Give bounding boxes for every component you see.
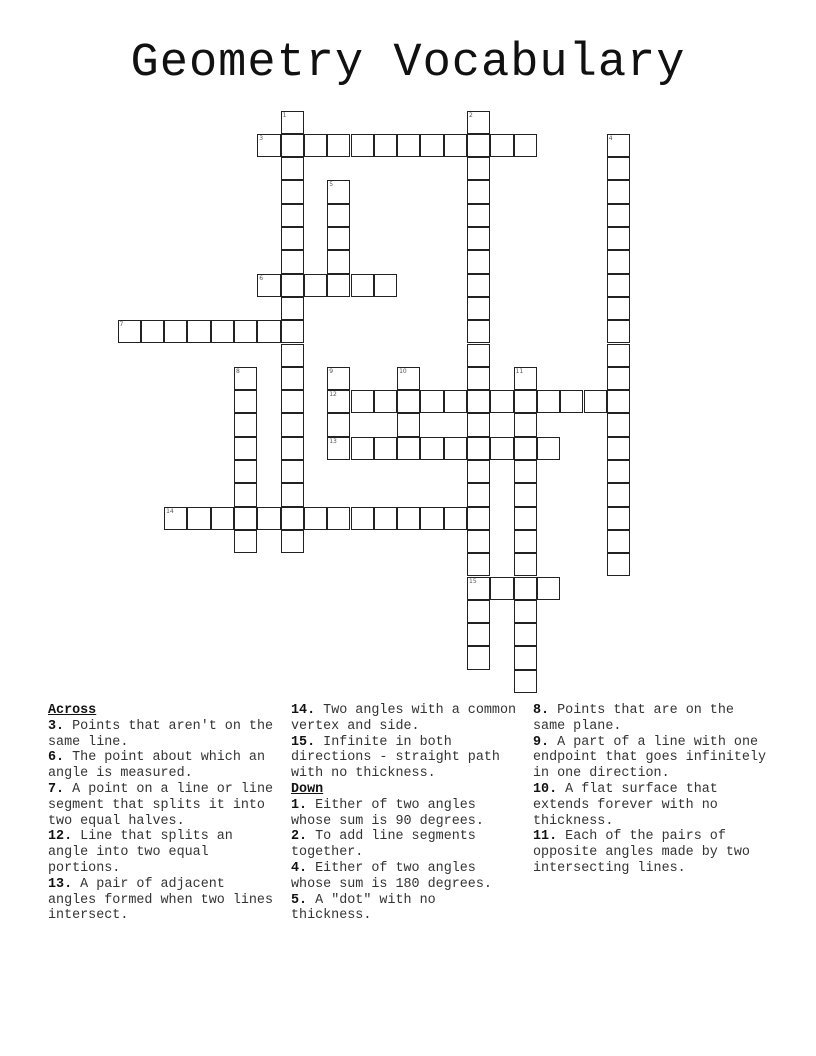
- grid-cell[interactable]: [607, 297, 630, 320]
- grid-cell[interactable]: [420, 507, 443, 530]
- grid-cell[interactable]: [514, 530, 537, 553]
- clue-down-4: 4. Either of two angles whose sum is 180 degrees.: [291, 860, 492, 892]
- grid-cell[interactable]: [467, 646, 490, 669]
- grid-cell[interactable]: [257, 320, 280, 343]
- grid-cell[interactable]: [281, 437, 304, 460]
- grid-cell[interactable]: [467, 111, 490, 134]
- grid-cell[interactable]: [537, 577, 560, 600]
- grid-cell[interactable]: [467, 297, 490, 320]
- cell-number: 9: [329, 367, 334, 375]
- across-heading: Across: [48, 703, 97, 718]
- grid-cell[interactable]: [234, 530, 257, 553]
- grid-cell[interactable]: [514, 600, 537, 623]
- grid-cell[interactable]: [444, 134, 467, 157]
- grid-cell[interactable]: [607, 413, 630, 436]
- grid-cell[interactable]: [234, 483, 257, 506]
- grid-cell[interactable]: [351, 134, 374, 157]
- grid-cell[interactable]: [514, 134, 537, 157]
- grid-cell[interactable]: [467, 180, 490, 203]
- grid-cell[interactable]: [607, 134, 630, 157]
- grid-cell[interactable]: [444, 390, 467, 413]
- grid-cell[interactable]: [281, 227, 304, 250]
- grid-cell[interactable]: [514, 553, 537, 576]
- grid-cell[interactable]: [234, 390, 257, 413]
- grid-cell[interactable]: [281, 134, 304, 157]
- grid-cell[interactable]: [374, 507, 397, 530]
- cell-number: 3: [259, 134, 264, 142]
- clue-across-3: 3. Points that aren't on the same line.: [48, 718, 274, 750]
- clue-column-3: [533, 703, 768, 877]
- grid-cell[interactable]: [607, 157, 630, 180]
- grid-cell[interactable]: [304, 274, 327, 297]
- cell-number: 2: [469, 111, 473, 119]
- grid-cell[interactable]: [607, 530, 630, 553]
- clue-down-8: 8. Points that are on the same plane.: [533, 703, 734, 734]
- grid-cell[interactable]: [327, 367, 350, 390]
- grid-cell[interactable]: [234, 413, 257, 436]
- grid-cell[interactable]: [467, 157, 490, 180]
- grid-cell[interactable]: [118, 320, 141, 343]
- cell-number: 12: [329, 391, 337, 399]
- down-heading: Down: [291, 781, 324, 797]
- grid-cell[interactable]: [281, 297, 304, 320]
- grid-cell[interactable]: [514, 577, 537, 600]
- grid-cell[interactable]: [490, 437, 513, 460]
- grid-cell[interactable]: [607, 227, 630, 250]
- grid-cell[interactable]: [397, 507, 420, 530]
- grid-cell[interactable]: [467, 250, 490, 273]
- grid-cell[interactable]: [514, 390, 537, 413]
- grid-cell[interactable]: [514, 437, 537, 460]
- grid-cell[interactable]: [281, 367, 304, 390]
- grid-cell[interactable]: [607, 483, 630, 506]
- grid-cell[interactable]: [467, 367, 490, 390]
- page-title: Geometry Vocabulary: [130, 37, 686, 90]
- grid-cell[interactable]: [467, 437, 490, 460]
- grid-cell[interactable]: [490, 134, 513, 157]
- grid-cell[interactable]: [327, 250, 350, 273]
- grid-cell[interactable]: [281, 250, 304, 273]
- grid-cell[interactable]: [397, 390, 420, 413]
- grid-cell[interactable]: [420, 437, 443, 460]
- cell-number: 6: [259, 274, 264, 282]
- grid-cell[interactable]: [327, 390, 350, 413]
- clue-down-10: 10. A flat surface that extends forever with no thickness.: [533, 781, 718, 829]
- grid-cell[interactable]: [281, 483, 304, 506]
- grid-cell[interactable]: [607, 367, 630, 390]
- cell-number: 8: [236, 367, 240, 375]
- grid-cell[interactable]: [467, 460, 490, 483]
- grid-cell[interactable]: [281, 320, 304, 343]
- grid-cell[interactable]: [467, 227, 490, 250]
- grid-cell[interactable]: [467, 483, 490, 506]
- grid-cell[interactable]: [467, 553, 490, 576]
- grid-cell[interactable]: [514, 646, 537, 669]
- clue-across-13: 13. A pair of adjacent angles formed when two lines intersect.: [48, 876, 273, 924]
- grid-cell[interactable]: [607, 204, 630, 227]
- grid-cell[interactable]: [397, 134, 420, 157]
- grid-cell[interactable]: [514, 670, 537, 693]
- grid-cell[interactable]: [281, 157, 304, 180]
- grid-cell[interactable]: [397, 437, 420, 460]
- grid-cell[interactable]: [514, 367, 537, 390]
- cell-number: 5: [329, 181, 334, 189]
- grid-cell[interactable]: [327, 274, 350, 297]
- clue-column-1: [48, 703, 280, 924]
- cell-number: 4: [608, 134, 613, 142]
- clue-across-14: 14. Two angles with a common vertex and side.: [291, 703, 517, 734]
- grid-cell[interactable]: [607, 180, 630, 203]
- grid-cell[interactable]: [560, 390, 583, 413]
- grid-cell[interactable]: [374, 134, 397, 157]
- grid-cell[interactable]: [141, 320, 164, 343]
- clue-down-11: 11. Each of the pairs of opposite angles made by two intersecting lines.: [533, 829, 750, 876]
- grid-cell[interactable]: [537, 437, 560, 460]
- clue-down-2: 2. To add line segments together.: [291, 829, 476, 861]
- grid-cell[interactable]: [490, 577, 513, 600]
- grid-cell[interactable]: [514, 483, 537, 506]
- grid-cell[interactable]: [281, 530, 304, 553]
- grid-cell[interactable]: [281, 274, 304, 297]
- grid-cell[interactable]: [374, 390, 397, 413]
- grid-cell[interactable]: [281, 390, 304, 413]
- clue-down-9: 9. A part of a line with one endpoint that goes infinitely in one direction.: [533, 734, 767, 782]
- grid-cell[interactable]: [514, 507, 537, 530]
- grid-cell[interactable]: [467, 507, 490, 530]
- clue-across-7: 7. A point on a line or line segment that splits it into two equal halves.: [48, 781, 274, 829]
- grid-cell[interactable]: [607, 460, 630, 483]
- grid-cell[interactable]: [607, 320, 630, 343]
- grid-cell[interactable]: [490, 390, 513, 413]
- grid-cell[interactable]: [187, 320, 210, 343]
- grid-cell[interactable]: [467, 600, 490, 623]
- grid-cell[interactable]: [467, 274, 490, 297]
- grid-cell[interactable]: [467, 204, 490, 227]
- grid-cell[interactable]: [281, 507, 304, 530]
- grid-cell[interactable]: [257, 507, 280, 530]
- grid-cell[interactable]: [351, 437, 374, 460]
- grid-cell[interactable]: [607, 344, 630, 367]
- grid-cell[interactable]: [281, 111, 304, 134]
- grid-cell[interactable]: [467, 530, 490, 553]
- clue-across-12: 12. Line that splits an angle into two equal portions.: [48, 829, 233, 876]
- grid-cell[interactable]: [444, 437, 467, 460]
- grid-cell[interactable]: [467, 413, 490, 436]
- grid-cell[interactable]: [281, 413, 304, 436]
- grid-cell[interactable]: [281, 204, 304, 227]
- grid-cell[interactable]: [467, 344, 490, 367]
- grid-cell[interactable]: [444, 507, 467, 530]
- grid-cell[interactable]: [584, 390, 607, 413]
- grid-cell[interactable]: [514, 413, 537, 436]
- grid-cell[interactable]: [397, 413, 420, 436]
- grid-cell[interactable]: [374, 437, 397, 460]
- cell-number: 13: [329, 437, 337, 445]
- grid-cell[interactable]: [327, 437, 350, 460]
- grid-cell[interactable]: [327, 413, 350, 436]
- clue-down-5: 5. A "dot" with no thickness.: [291, 892, 436, 924]
- grid-cell[interactable]: [211, 507, 234, 530]
- grid-cell[interactable]: [374, 274, 397, 297]
- grid-cell[interactable]: [351, 507, 374, 530]
- grid-cell[interactable]: [234, 460, 257, 483]
- clue-column-2: [291, 703, 523, 924]
- grid-cell[interactable]: [257, 274, 280, 297]
- grid-cell[interactable]: [327, 180, 350, 203]
- grid-cell[interactable]: [164, 507, 187, 530]
- grid-cell[interactable]: [607, 507, 630, 530]
- cell-number: 1: [282, 111, 287, 119]
- clue-across-15: 15. Infinite in both directions - straight path with no thickness.: [291, 734, 500, 782]
- grid-cell[interactable]: [234, 507, 257, 530]
- grid-cell[interactable]: [607, 390, 630, 413]
- grid-cell[interactable]: [467, 320, 490, 343]
- grid-cell[interactable]: [187, 507, 210, 530]
- grid-cell[interactable]: [397, 367, 420, 390]
- grid-cell[interactable]: [281, 180, 304, 203]
- grid-cell[interactable]: [467, 134, 490, 157]
- grid-cell[interactable]: [327, 204, 350, 227]
- grid-cell[interactable]: [281, 460, 304, 483]
- grid-cell[interactable]: [467, 623, 490, 646]
- grid-cell[interactable]: [304, 134, 327, 157]
- clue-down-1: 1. Either of two angles whose sum is 90 degrees.: [291, 797, 484, 829]
- grid-cell[interactable]: [327, 507, 350, 530]
- grid-cell[interactable]: [327, 134, 350, 157]
- grid-cell[interactable]: [211, 320, 234, 343]
- grid-cell[interactable]: [467, 577, 490, 600]
- grid-cell[interactable]: [537, 390, 560, 413]
- cell-number: 14: [166, 507, 174, 515]
- cell-number: 11: [515, 367, 524, 375]
- grid-cell[interactable]: [514, 623, 537, 646]
- grid-cell[interactable]: [607, 437, 630, 460]
- grid-cell[interactable]: [607, 274, 630, 297]
- grid-cell[interactable]: [234, 320, 257, 343]
- grid-cell[interactable]: [467, 390, 490, 413]
- grid-cell[interactable]: [420, 134, 443, 157]
- grid-cell[interactable]: [281, 344, 304, 367]
- grid-cell[interactable]: [351, 390, 374, 413]
- cell-number: 7: [119, 321, 124, 329]
- grid-cell[interactable]: [234, 367, 257, 390]
- cell-number: 10: [399, 367, 407, 375]
- grid-cell[interactable]: [607, 553, 630, 576]
- grid-cell[interactable]: [257, 134, 280, 157]
- cell-number: 15: [469, 577, 477, 585]
- grid-cell[interactable]: [304, 507, 327, 530]
- grid-cell[interactable]: [351, 274, 374, 297]
- grid-cell[interactable]: [420, 390, 443, 413]
- grid-cell[interactable]: [234, 437, 257, 460]
- grid-cell[interactable]: [327, 227, 350, 250]
- grid-cell[interactable]: [514, 460, 537, 483]
- grid-cell[interactable]: [164, 320, 187, 343]
- clue-across-6: 6. The point about which an angle is measured.: [48, 750, 265, 782]
- grid-cell[interactable]: [607, 250, 630, 273]
